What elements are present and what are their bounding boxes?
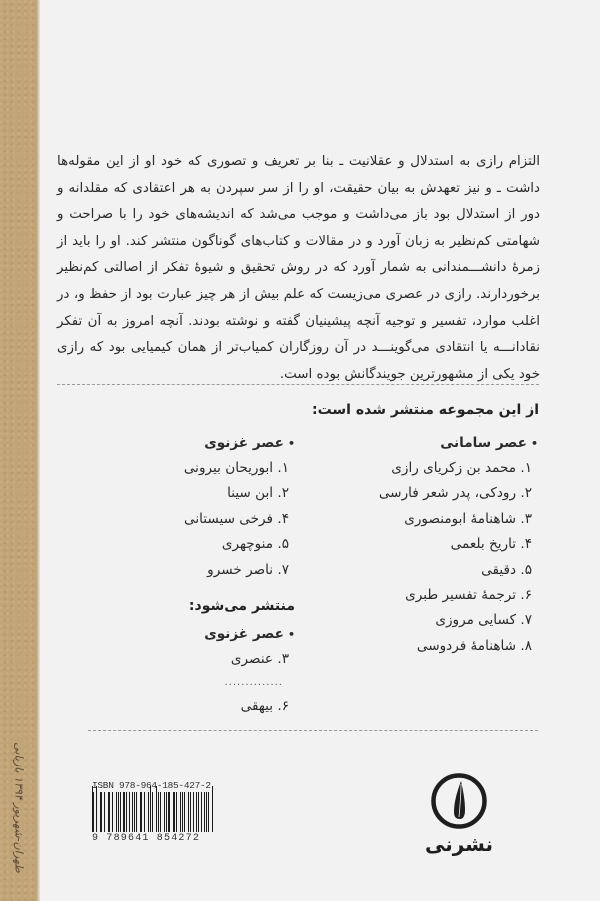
- list-item: ۲. ابن سینا: [227, 485, 289, 502]
- publisher-name: نشرنی: [424, 832, 494, 856]
- handwritten-note-text: طهران-شهریور ۱۳۹۴ بازیابی: [12, 741, 26, 873]
- publisher-logo: [420, 772, 498, 872]
- list-item: ۷. ناصر خسرو: [207, 561, 289, 578]
- list-item: ۲. رودکی، پدر شعر فارسی: [378, 485, 532, 502]
- era-heading-forthcoming: • عصر غزنوی: [135, 622, 295, 647]
- forthcoming-list: [135, 622, 295, 719]
- barcode: [92, 780, 214, 844]
- list-item: ۵. منوچهری: [221, 536, 289, 553]
- forthcoming-title: منتشر می‌شود:: [188, 598, 295, 614]
- list-item: ۸. شاهنامهٔ فردوسی: [416, 637, 532, 654]
- barcode-bars-icon: [92, 792, 214, 832]
- list-item: ۶. ترجمهٔ تفسیر طبری: [405, 586, 532, 603]
- dashed-divider-bottom: [88, 730, 538, 731]
- era-heading-samanid: • عصر سامانی: [318, 431, 538, 456]
- samanid-list: [318, 431, 538, 659]
- ghaznavid-list: [135, 431, 295, 583]
- handwritten-note: [4, 741, 34, 873]
- reed-in-circle-icon: [430, 772, 488, 830]
- list-item: ۶. بیهقی: [240, 698, 289, 714]
- list-item: ۳. شاهنامهٔ ابومنصوری: [404, 510, 532, 527]
- blurb-text: [57, 149, 540, 388]
- list-item: ۴. تاریخ بلعمی: [450, 536, 532, 553]
- era-heading-ghaznavid: • عصر غزنوی: [135, 431, 295, 456]
- ean-digits: 9 789641 854272: [92, 833, 201, 844]
- list-item: ۵. دقیقی: [481, 561, 532, 578]
- blurb-paragraph: التزام رازی به استدلال و عقلانیت ـ بنا بر تعریف و تصوری که خود او از این مقوله‌ها داشت ـ و نیز تعهدش به بیان حقیقت، او را از سر سپردن به هر اعتقادی که مقلدانه و دور از استدلال بود باز می‌داشت و موجب می‌شد که اندیشه‌های خود را با صراحت و شهامتی کم‌نظیر به زبان آورد و در مقالات و کتاب‌های گوناگون منتشر کند. او را باید از زمرهٔ دانشـــمندانی به شمار آورد که در روش تحقیق و شیوهٔ تفکر از اصالتی کم‌نظیر برخوردارند. رازی در عصری می‌زیست که علم بیش از هر چیز عبارت بود از حفظ و، در اغلب موارد، تفسیر و توجیه آنچه پیشینیان گفته و نوشته بودند. آنچه امروز به آن تفکر نقادانـــه یا انتقادی می‌گوینـــد در آن روزگاران کمیاب‌تر از همان کیمیایی بود که رازی خود یکی از مشهورترین جویندگانش بوده است.: [57, 154, 540, 382]
- list-item: ۳. عنصری: [230, 651, 289, 667]
- list-item: ۱. محمد بن زکریای رازی: [391, 460, 532, 476]
- isbn-label: ISBN 978-964-185-427-2: [92, 780, 211, 791]
- list-item: ۱. ابوریحان بیرونی: [183, 460, 289, 476]
- list-item: ۷. کسایی مروزی: [435, 612, 532, 629]
- published-series-title: از این مجموعه منتشر شده است:: [311, 402, 539, 418]
- ellipsis-dots: ..............: [224, 677, 283, 688]
- dashed-divider-top: [57, 384, 539, 385]
- list-item: ۴. فرخی سیستانی: [184, 510, 289, 527]
